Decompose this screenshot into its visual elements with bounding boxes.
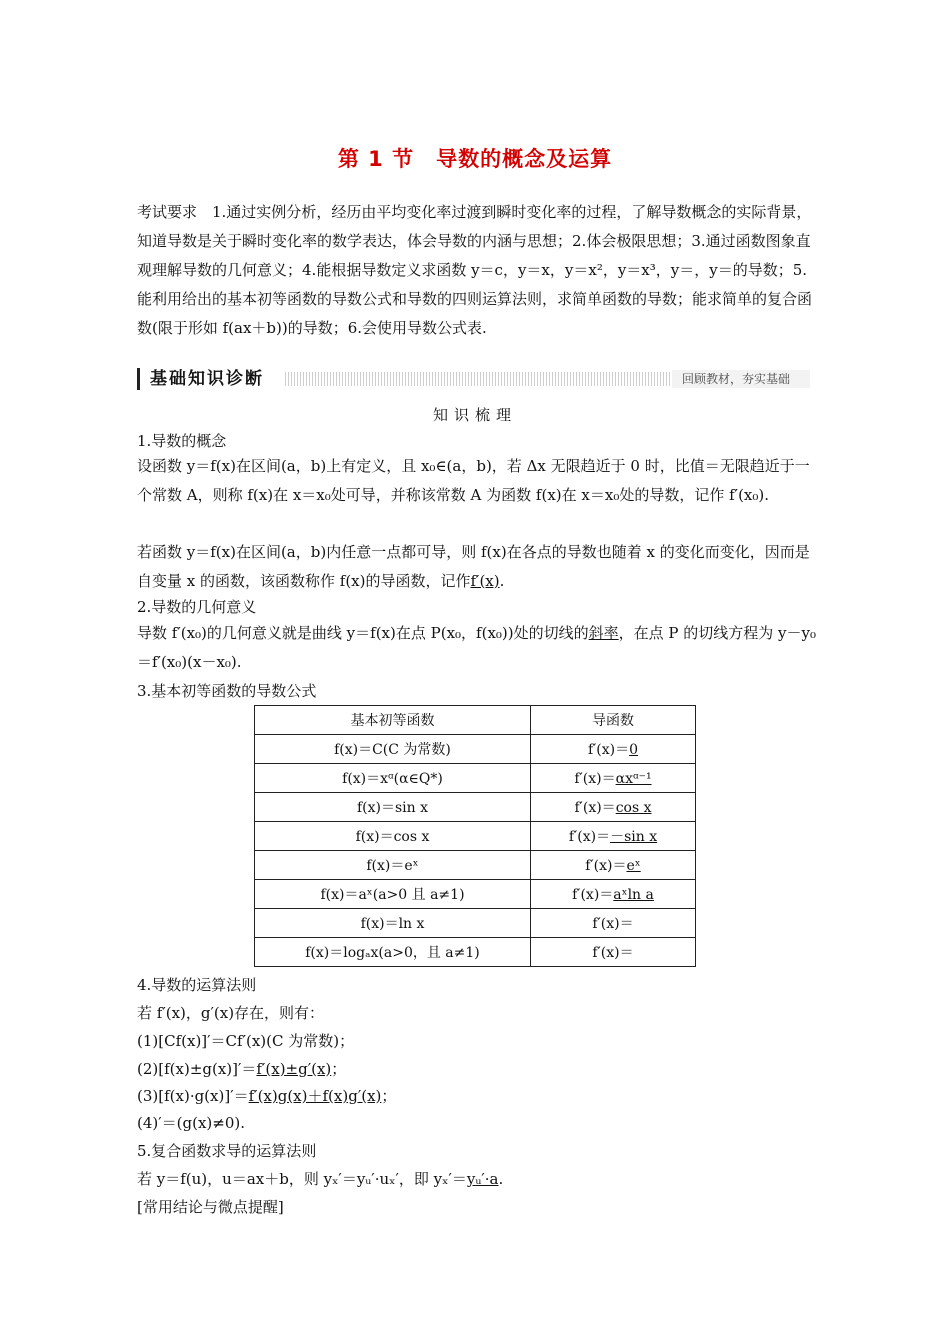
rules-intro: 若 f′(x)，g′(x)存在，则有： [137,1004,325,1022]
derivative-cell [531,822,696,851]
tangent-equation-text: ，在点 P 的切线方程为 y－y₀＝f′(x₀)(x－x₀). [137,624,817,671]
conclusions-heading: [常用结论与微点提醒] [137,1198,284,1216]
rule-text: (3)[f(x)·g(x)]′＝ [137,1087,249,1105]
section-title: 第 1 节 导数的概念及运算 [337,147,613,171]
derivative-prefix: f′(x)＝ [568,829,611,845]
rule-constant-multiple: (1)[Cf(x)]′＝Cf′(x)(C 为常数)； [137,1032,355,1050]
punctuation: ； [331,1060,347,1078]
derivative-answer: eˣ [626,858,641,874]
heading-geometric-meaning: 2.导数的几何意义 [137,598,257,616]
table-row [255,735,696,764]
derivative-cell [531,880,696,909]
geometric-text: 导数 f′(x₀)的几何意义就是曲线 y＝f(x)在点 P(x₀，f(x₀))处的切线的 [137,624,589,642]
blank-answer: f′(x) [470,572,500,590]
heading-composite-rule: 5.复合函数求导的运算法则 [137,1142,317,1160]
elementary-function-cell: f(x)＝logₐx(a>0，且 a≠1) [255,938,531,967]
derivative-answer: －sin x [610,829,658,845]
table-row [255,764,696,793]
table-header: 基本初等函数 [255,706,531,735]
derivative-answer: αxᵅ⁻¹ [615,771,652,787]
derivative-prefix: f′(x)＝ [592,945,634,961]
punctuation: ； [381,1087,397,1105]
table-row [255,909,696,938]
derivative-cell [531,938,696,967]
derivative-prefix: f′(x)＝ [592,916,634,932]
banner-title: 基础知识诊断 [137,368,270,390]
paragraph-derivative-function [137,538,817,596]
knowledge-subheading: 知识梳理 [432,406,517,424]
derivative-cell [531,851,696,880]
elementary-function-cell: f(x)＝C(C 为常数) [255,735,531,764]
table-row [255,822,696,851]
table-header-row [255,706,696,735]
derivative-answer: cos x [615,800,652,816]
heading-operation-rules: 4.导数的运算法则 [137,976,257,994]
rule-text: 若 y＝f(u)，u＝ax＋b，则 yₓ′＝yᵤ′·uₓ′，即 yₓ′＝ [137,1170,467,1188]
elementary-function-cell: f(x)＝xᵅ(α∈Q*) [255,764,531,793]
period: . [498,1170,504,1188]
elementary-function-cell: f(x)＝eˣ [255,851,531,880]
elementary-function-cell: f(x)＝ln x [255,909,531,938]
blank-answer: f′(x)±g′(x) [256,1060,332,1078]
composite-rule [137,1168,503,1189]
blank-answer: 斜率 [588,624,619,642]
paragraph-geometric-meaning [137,619,817,677]
derivative-prefix: f′(x)＝ [585,858,627,874]
derivative-cell [531,764,696,793]
derivative-prefix: f′(x)＝ [574,800,616,816]
exam-requirements: 考试要求 1.通过实例分析，经历由平均变化率过渡到瞬时变化率的过程，了解导数概念的实际背景，知道导数是关于瞬时变化率的数学表达，体会导数的内涵与思想；2.体会极限思想；3.通过函数图象直观理解导数的几何意义；4.能根据导数定义求函数 y＝c，y＝x，y＝x²，y＝x³，y＝，y＝的导数；5.能利用给出的基本初等函数的导数公式和导数的四则运算法则，求简单函数的导数；能求简单的复合函数(限于形如 f(ax＋b))的导数；6.会使用导数公式表. [137,203,813,337]
rule-text: (2)[f(x)±g(x)]′＝ [137,1060,257,1078]
derivative-function-text: 若函数 y＝f(x)在区间(a，b)内任意一点都可导，则 f(x)在各点的导数也随着 x 的变化而变化，因而是自变量 x 的函数，该函数称作 f(x)的导函数，记作 [137,543,810,590]
elementary-function-cell: f(x)＝sin x [255,793,531,822]
derivative-prefix: f′(x)＝ [574,771,616,787]
derivative-cell [531,909,696,938]
elementary-function-cell: f(x)＝aˣ(a>0 且 a≠1) [255,880,531,909]
table-row [255,880,696,909]
rule-sum [137,1058,346,1079]
section-banner [137,368,810,390]
derivative-prefix: f′(x)＝ [587,742,630,758]
table-row [255,938,696,967]
banner-tagline: 回顾教材，夯实基础 [672,370,810,388]
derivative-answer: aˣln a [613,887,654,903]
period: . [499,572,505,590]
derivative-formula-table [254,705,696,967]
derivative-cell [531,735,696,764]
table-row [255,851,696,880]
derivative-prefix: f′(x)＝ [572,887,614,903]
derivative-cell [531,793,696,822]
heading-derivative-formulas: 3.基本初等函数的导数公式 [137,682,317,700]
rule-product [137,1085,396,1106]
table-row [255,793,696,822]
rule-quotient: (4)′＝(g(x)≠0). [137,1114,246,1132]
paragraph-derivative-definition: 设函数 y＝f(x)在区间(a，b)上有定义，且 x₀∈(a，b)，若 Δx 无限趋近于 0 时，比值＝无限趋近于一个常数 A，则称 f(x)在 x＝x₀处可导，并称该常数 A 为函数 f(x)在 x＝x₀处的导数，记作 f′(x₀). [137,457,810,504]
table-header: 导函数 [531,706,696,735]
derivative-answer: 0 [629,742,639,758]
heading-derivative-concept: 1.导数的概念 [137,432,227,450]
elementary-function-cell: f(x)＝cos x [255,822,531,851]
blank-answer: f′(x)g(x)＋f(x)g′(x) [248,1087,382,1105]
blank-answer: yᵤ′·a [466,1170,499,1188]
